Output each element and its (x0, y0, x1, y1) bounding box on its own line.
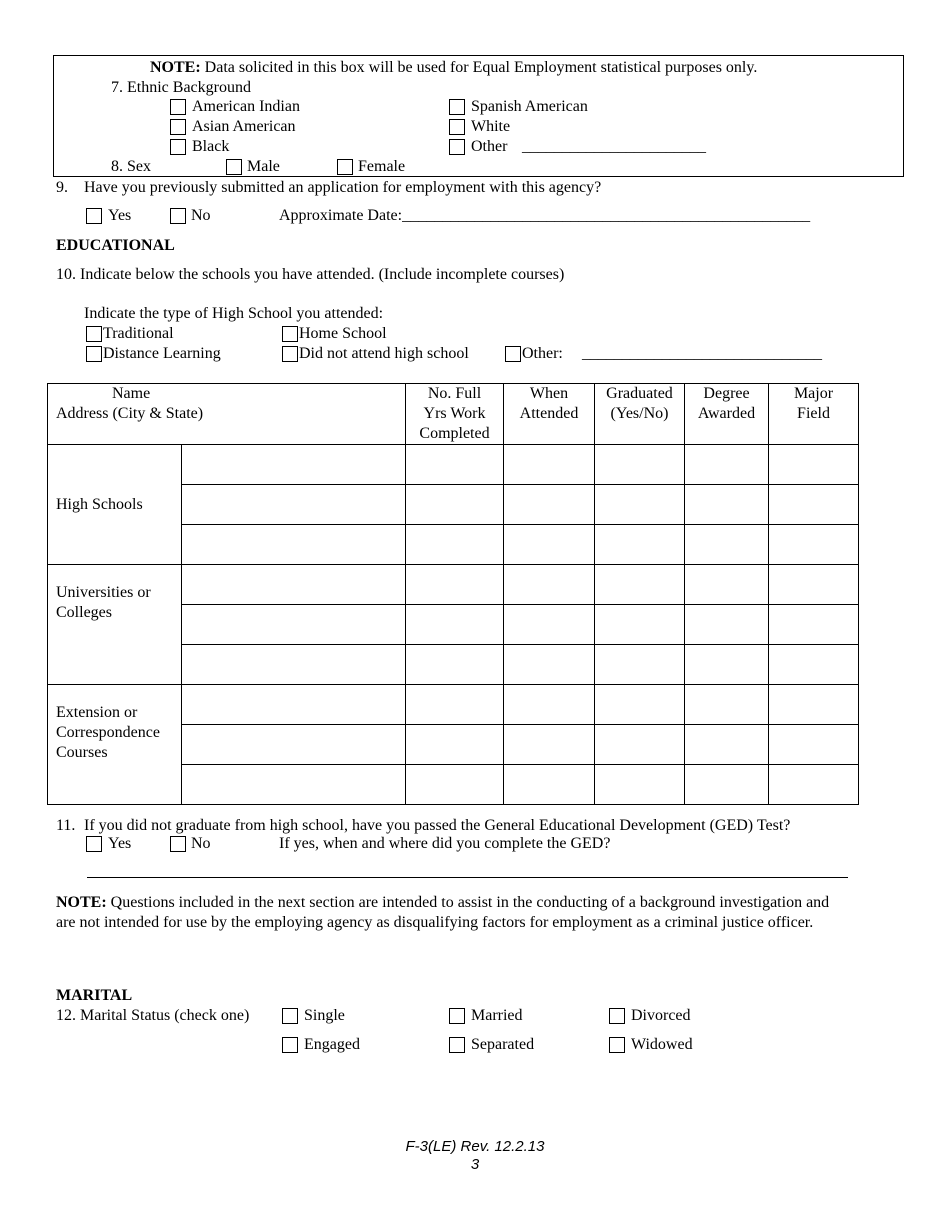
educational-heading: EDUCATIONAL (56, 237, 175, 254)
label-did-not-attend: Did not attend high school (299, 345, 469, 362)
header-years-line3: Completed (419, 425, 490, 442)
cell-years[interactable] (406, 605, 504, 645)
label-engaged: Engaged (304, 1036, 360, 1053)
header-grad-line1: Graduated (606, 385, 673, 402)
table-row (48, 685, 859, 725)
label-black: Black (192, 138, 230, 155)
cell-graduated[interactable] (595, 725, 685, 765)
cell-graduated[interactable] (595, 765, 685, 805)
header-years-line2: Yrs Work (423, 405, 486, 422)
table-row (48, 565, 859, 605)
header-graduated (595, 384, 685, 445)
label-male: Male (247, 158, 280, 175)
checkbox-divorced[interactable] (609, 1008, 625, 1024)
checkbox-female[interactable] (337, 159, 353, 175)
header-major-line2: Field (797, 405, 830, 422)
header-address: Address (City & State) (56, 405, 204, 422)
checkbox-q11-no[interactable] (170, 836, 186, 852)
cell-degree[interactable] (685, 725, 769, 765)
cell-name[interactable] (182, 685, 406, 725)
header-major (769, 384, 859, 445)
cell-when[interactable] (504, 485, 595, 525)
cell-major[interactable] (769, 725, 859, 765)
q9-question: Have you previously submitted an application for employment with this agency? (84, 179, 602, 196)
cell-when[interactable] (504, 645, 595, 685)
cell-name[interactable] (182, 725, 406, 765)
cell-name[interactable] (182, 525, 406, 565)
group-label-line: Colleges (56, 604, 112, 621)
cell-graduated[interactable] (595, 485, 685, 525)
checkbox-black[interactable] (170, 139, 186, 155)
cell-when[interactable] (504, 565, 595, 605)
cell-graduated[interactable] (595, 565, 685, 605)
label-spanish-american: Spanish American (471, 98, 588, 115)
cell-major[interactable] (769, 565, 859, 605)
eeo-note-text: Data solicited in this box will be used for Equal Employment statistical purposes only. (200, 59, 758, 76)
label-white: White (471, 118, 511, 135)
group-label-universities (48, 565, 182, 685)
label-divorced: Divorced (631, 1007, 691, 1024)
q8-label: 8. Sex (111, 158, 151, 175)
cell-when[interactable] (504, 605, 595, 645)
cell-years[interactable] (406, 765, 504, 805)
cell-major[interactable] (769, 645, 859, 685)
label-distance-learning: Distance Learning (103, 345, 221, 362)
header-major-line1: Major (793, 385, 834, 402)
q11-question: If you did not graduate from high school, have you passed the General Educational Development (GED) Test? (84, 817, 791, 834)
cell-name[interactable] (182, 485, 406, 525)
q12-prompt: 12. Marital Status (check one) (56, 1007, 250, 1024)
cell-years[interactable] (406, 525, 504, 565)
checkbox-home-school[interactable] (282, 326, 298, 342)
cell-degree[interactable] (685, 645, 769, 685)
label-single: Single (304, 1007, 345, 1024)
label-home-school: Home School (299, 325, 387, 342)
ged-answer-line[interactable] (87, 877, 848, 878)
label-ethnic-other: Other (471, 138, 508, 155)
checkbox-asian-american[interactable] (170, 119, 186, 135)
checkbox-did-not-attend[interactable] (282, 346, 298, 362)
q7-label: 7. Ethnic Background (111, 79, 251, 96)
checkbox-engaged[interactable] (282, 1037, 298, 1053)
header-degree (685, 384, 769, 445)
table-row (48, 445, 859, 485)
cell-major[interactable] (769, 685, 859, 725)
header-degree-line2: Awarded (697, 405, 756, 422)
checkbox-q11-yes[interactable] (86, 836, 102, 852)
label-widowed: Widowed (631, 1036, 693, 1053)
checkbox-q9-no[interactable] (170, 208, 186, 224)
cell-years[interactable] (406, 685, 504, 725)
checkbox-male[interactable] (226, 159, 242, 175)
label-separated: Separated (471, 1036, 535, 1053)
label-female: Female (358, 158, 406, 175)
cell-degree[interactable] (685, 565, 769, 605)
header-years-line1: No. Full (427, 385, 482, 402)
eeo-note-label: NOTE: (150, 59, 201, 76)
checkbox-q9-yes[interactable] (86, 208, 102, 224)
note2-line2: are not intended for use by the employing agency as disqualifying factors for employment as a criminal justice officer. (56, 914, 814, 931)
cell-degree[interactable] (685, 525, 769, 565)
cell-when[interactable] (504, 445, 595, 485)
cell-graduated[interactable] (595, 605, 685, 645)
cell-degree[interactable] (685, 685, 769, 725)
label-traditional: Traditional (103, 325, 174, 342)
cell-major[interactable] (769, 485, 859, 525)
q9-date-blank: ___________________________________________________ (402, 207, 811, 224)
checkbox-separated[interactable] (449, 1037, 465, 1053)
note2-text1: Questions included in the next section are intended to assist in the conducting of a background investigation and (106, 894, 830, 911)
marital-heading: MARITAL (56, 987, 133, 1004)
q9-date-label: Approximate Date: (279, 207, 403, 224)
header-name-address (48, 384, 406, 445)
q10-prompt: 10. Indicate below the schools you have attended. (Include incomplete courses) (56, 266, 565, 283)
cell-degree[interactable] (685, 765, 769, 805)
cell-graduated[interactable] (595, 525, 685, 565)
cell-years[interactable] (406, 445, 504, 485)
form-id: F-3(LE) Rev. 12.2.13 (405, 1138, 545, 1155)
checkbox-hs-other[interactable] (505, 346, 521, 362)
checkbox-spanish-american[interactable] (449, 99, 465, 115)
q9-date-field[interactable] (279, 206, 810, 226)
cell-when[interactable] (504, 525, 595, 565)
checkbox-american-indian[interactable] (170, 99, 186, 115)
label-q9-no: No (191, 207, 211, 224)
hs-other-blank[interactable]: ______________________________ (582, 345, 822, 362)
group-label-line: Courses (56, 744, 108, 761)
group-label-line: Correspondence (56, 724, 160, 741)
cell-years[interactable] (406, 645, 504, 685)
group-label-line: High Schools (56, 495, 143, 513)
checkbox-traditional[interactable] (86, 326, 102, 342)
group-label-line: Universities or (56, 584, 151, 601)
header-when (504, 384, 595, 445)
cell-when[interactable] (504, 685, 595, 725)
cell-major[interactable] (769, 605, 859, 645)
cell-major[interactable] (769, 525, 859, 565)
header-when-line1: When (529, 385, 569, 402)
q11-followup: If yes, when and where did you complete the GED? (279, 835, 611, 852)
cell-graduated[interactable] (595, 685, 685, 725)
checkbox-single[interactable] (282, 1008, 298, 1024)
header-when-line2: Attended (519, 405, 579, 422)
cell-years[interactable] (406, 565, 504, 605)
q11-number: 11. (56, 817, 76, 834)
note2-line1 (56, 893, 829, 913)
group-label-high-schools (48, 445, 182, 565)
header-degree-line1: Degree (703, 385, 750, 402)
label-q9-yes: Yes (108, 207, 132, 224)
cell-degree[interactable] (685, 445, 769, 485)
table-header-row (48, 384, 859, 445)
header-grad-line2: (Yes/No) (610, 405, 669, 422)
checkbox-white[interactable] (449, 119, 465, 135)
cell-degree[interactable] (685, 485, 769, 525)
cell-name[interactable] (182, 445, 406, 485)
cell-name[interactable] (182, 605, 406, 645)
ethnic-other-blank[interactable]: _______________________ (522, 138, 706, 155)
q9-number: 9. (56, 179, 68, 196)
cell-graduated[interactable] (595, 645, 685, 685)
note2-label: NOTE: (56, 894, 107, 911)
group-label-extension (48, 685, 182, 805)
label-hs-other: Other: (522, 345, 563, 362)
label-married: Married (471, 1007, 523, 1024)
cell-name[interactable] (182, 565, 406, 605)
page-number: 3 (470, 1156, 480, 1173)
checkbox-ethnic-other[interactable] (449, 139, 465, 155)
cell-years[interactable] (406, 725, 504, 765)
cell-major[interactable] (769, 765, 859, 805)
label-american-indian: American Indian (192, 98, 300, 115)
label-asian-american: Asian American (192, 118, 296, 135)
eeo-note (150, 58, 757, 78)
checkbox-married[interactable] (449, 1008, 465, 1024)
label-q11-yes: Yes (108, 835, 132, 852)
label-q11-no: No (191, 835, 211, 852)
cell-name[interactable] (182, 765, 406, 805)
cell-degree[interactable] (685, 605, 769, 645)
header-name: Name (112, 385, 151, 402)
hs-type-prompt: Indicate the type of High School you attended: (84, 305, 384, 322)
header-years (406, 384, 504, 445)
cell-name[interactable] (182, 645, 406, 685)
cell-major[interactable] (769, 445, 859, 485)
checkbox-distance-learning[interactable] (86, 346, 102, 362)
cell-graduated[interactable] (595, 445, 685, 485)
education-table (47, 383, 859, 805)
checkbox-widowed[interactable] (609, 1037, 625, 1053)
cell-when[interactable] (504, 725, 595, 765)
group-label-line: Extension or (56, 704, 138, 721)
cell-years[interactable] (406, 485, 504, 525)
cell-when[interactable] (504, 765, 595, 805)
